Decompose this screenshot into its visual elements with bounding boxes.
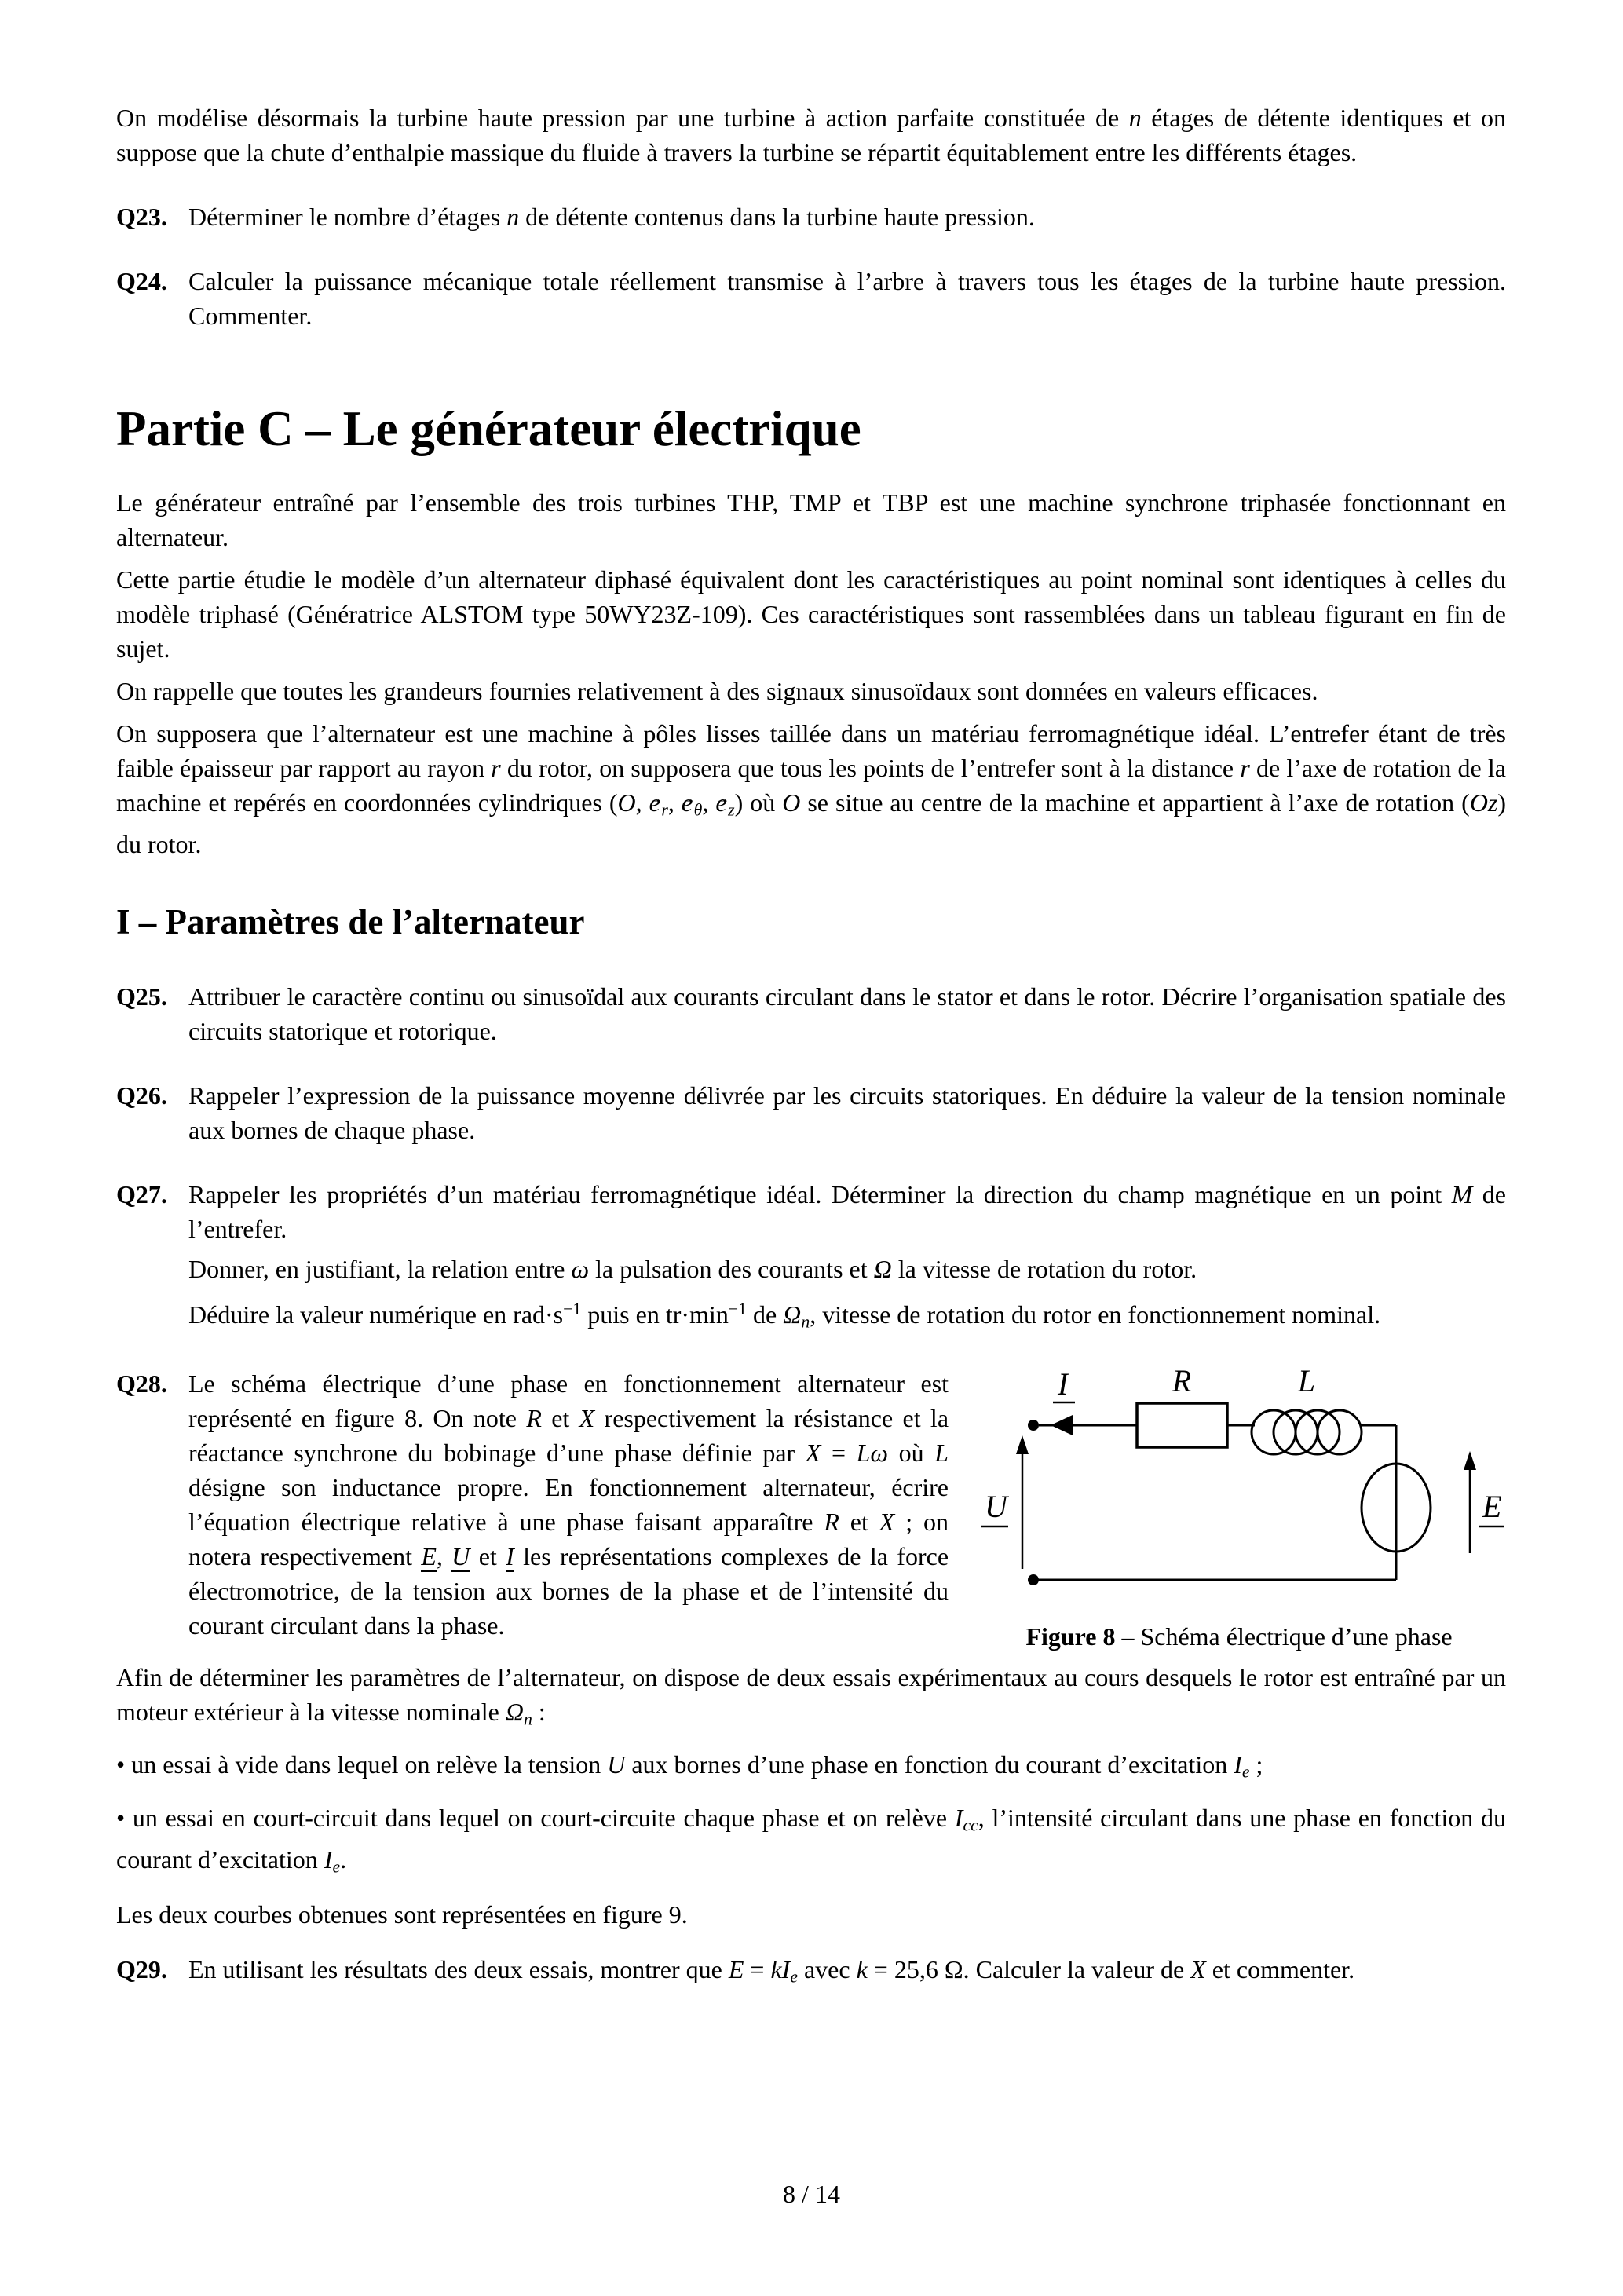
question-q28 [116, 1366, 949, 1654]
q27-paragraph-1: Rappeler les propriétés d’un matériau ferromagnétique idéal. Déterminer la direction du champ magnétique en un point M de l’entrefer. [188, 1180, 1507, 1244]
question-q26 [116, 1078, 1506, 1147]
bullet-essai-a-vide: • un essai à vide dans lequel on relève la tension U aux bornes d’une phase en fonction du courant d’excitation Ie ; [116, 1750, 1263, 1782]
section-i-title: I – Paramètres de l’alternateur [116, 902, 585, 942]
part-c-title: Partie C – Le générateur électrique [116, 401, 861, 456]
circuit-diagram [972, 1366, 1506, 1598]
question-text: Attribuer le caractère continu ou sinusoïdal aux courants circulant dans le stator et dans le rotor. Décrire l’organisation spatiale des circuits statorique et rotorique. [188, 982, 1506, 1046]
paragraph-essais: Afin de déterminer les paramètres de l’alternateur, on dispose de deux essais expérimentaux au cours desquels le rotor est entraîné par un moteur extérieur à la vitesse nominale Ωn : [116, 1662, 1506, 1729]
paragraph-modele: Cette partie étudie le modèle d’un alternateur diphasé équivalent dont les caractéristiques au point nominal sont identiques à celles du modèle triphasé (Génératrice ALSTOM type 50WY23Z-109). Ces caractéristiques sont rassemblées dans un tableau figurant en fin de sujet. [116, 565, 1506, 663]
question-text: Déterminer le nombre d’étages n de détente contenus dans la turbine haute pression. [188, 203, 1035, 231]
question-q24 [116, 264, 1506, 333]
paragraph-valeurs-efficaces: On rappelle que toutes les grandeurs fournies relativement à des signaux sinusoïdaux sont données en valeurs efficaces. [116, 677, 1318, 705]
voltage-u-arrow-icon [1016, 1435, 1029, 1569]
question-text: En utilisant les résultats des deux essais, montrer que E = kIe avec k = 25,6 Ω. Calculer la valeur de X et commenter. [188, 1954, 1355, 1986]
question-label: Q24. [116, 267, 167, 295]
question-label: Q29. [116, 1954, 167, 1983]
current-arrow-icon [1051, 1415, 1073, 1435]
label-resistance-r: R [1172, 1366, 1192, 1398]
question-text [188, 1177, 1506, 1339]
q28-row [116, 1366, 1506, 1654]
paragraph-courbes: Les deux courbes obtenues sont représentées en figure 9. [116, 1899, 688, 1929]
question-text: Le schéma électrique d’une phase en fonctionnement alternateur est représenté en figure 8. On note R et X respectivement la résistance et la réactance synchrone du bobinage d’une phase définie par X = Lω où L désigne son inductance propre. En fonctionnement alternateur, écrire l’équation électrique relative à une phase faisant apparaître R et X ; on notera respectivement E, U et I les représentations complexes de la force électromotrice, de la tension aux bornes de la phase et de l’intensité du courant circulant dans la phase. [188, 1369, 949, 1640]
question-q23 [116, 199, 1506, 234]
label-emf-e: E [1482, 1488, 1502, 1524]
question-q25 [116, 979, 1506, 1048]
label-voltage-u: U [985, 1488, 1007, 1524]
question-label: Q26. [116, 1081, 167, 1110]
question-q27 [116, 1177, 1506, 1339]
question-text: Calculer la puissance mécanique totale réellement transmise à l’arbre à travers tous les étages de la turbine haute pression. Commenter. [188, 267, 1506, 330]
question-label: Q27. [116, 1180, 167, 1209]
node-dot-bottom [1028, 1574, 1039, 1585]
node-dot-top [1028, 1420, 1039, 1431]
question-label: Q25. [116, 982, 167, 1011]
q27-paragraph-3: Déduire la valeur numérique en $rad\cdot s^{-1}$ puis en $tr\cdot\min^{-1}$ de Ωn, vitesse de rotation du rotor en fonctionnement nominal. [188, 1300, 1381, 1332]
label-current-i: I [1058, 1366, 1069, 1402]
figure-8-caption: Figure 8 – Schéma électrique d’une phase [1025, 1621, 1453, 1651]
question-q29 [116, 1952, 1506, 1994]
intro-paragraph: On modélise désormais la turbine haute pression par une turbine à action parfaite constituée de n étages de détente identiques et on suppose que la chute d’enthalpie massique du fluide à travers la turbine se répartit équitablement entre les différents étages. [116, 104, 1507, 166]
paragraph-entrefer: On supposera que l’alternateur est une machine à pôles lisses taillée dans un matériau ferromagnétique idéal. L’entrefer étant de très faible épaisseur par rapport au rayon r du rotor, on supposera que tous les points de l’entrefer sont à la distance r de l’axe de rotation de la machine et repérés en coordonnées cylindriques (O, e →r, e →θ, e →z) où O se situe au centre de la machine et appartient à l’axe de rotation (Oz) du rotor. [116, 716, 1506, 861]
question-text: Rappeler l’expression de la puissance moyenne délivrée par les circuits statoriques. En déduire la valeur de la tension nominale aux bornes de chaque phase. [188, 1081, 1506, 1145]
label-inductance-l: L [1297, 1366, 1316, 1398]
paragraph-generateur: Le générateur entraîné par l’ensemble des trois turbines THP, TMP et TBP est une machine synchrone triphasée fonctionnant en alternateur. [116, 488, 1506, 551]
bullet-essai-court-circuit: • un essai en court-circuit dans lequel on court-circuite chaque phase et on relève Icc, l’intensité circulant dans une phase en fonction du courant d’excitation Ie. [116, 1803, 1507, 1877]
emf-e-arrow-icon [1464, 1451, 1476, 1553]
question-label: Q23. [116, 203, 167, 231]
page-number: 8 / 14 [783, 2180, 840, 2208]
q27-paragraph-2: Donner, en justifiant, la relation entre ω la pulsation des courants et Ω la vitesse de rotation du rotor. [188, 1255, 1197, 1284]
figure-8 [972, 1366, 1506, 1654]
resistor-symbol [1137, 1403, 1227, 1447]
question-label: Q28. [116, 1369, 167, 1398]
inductor-coil-symbol [1252, 1410, 1362, 1454]
